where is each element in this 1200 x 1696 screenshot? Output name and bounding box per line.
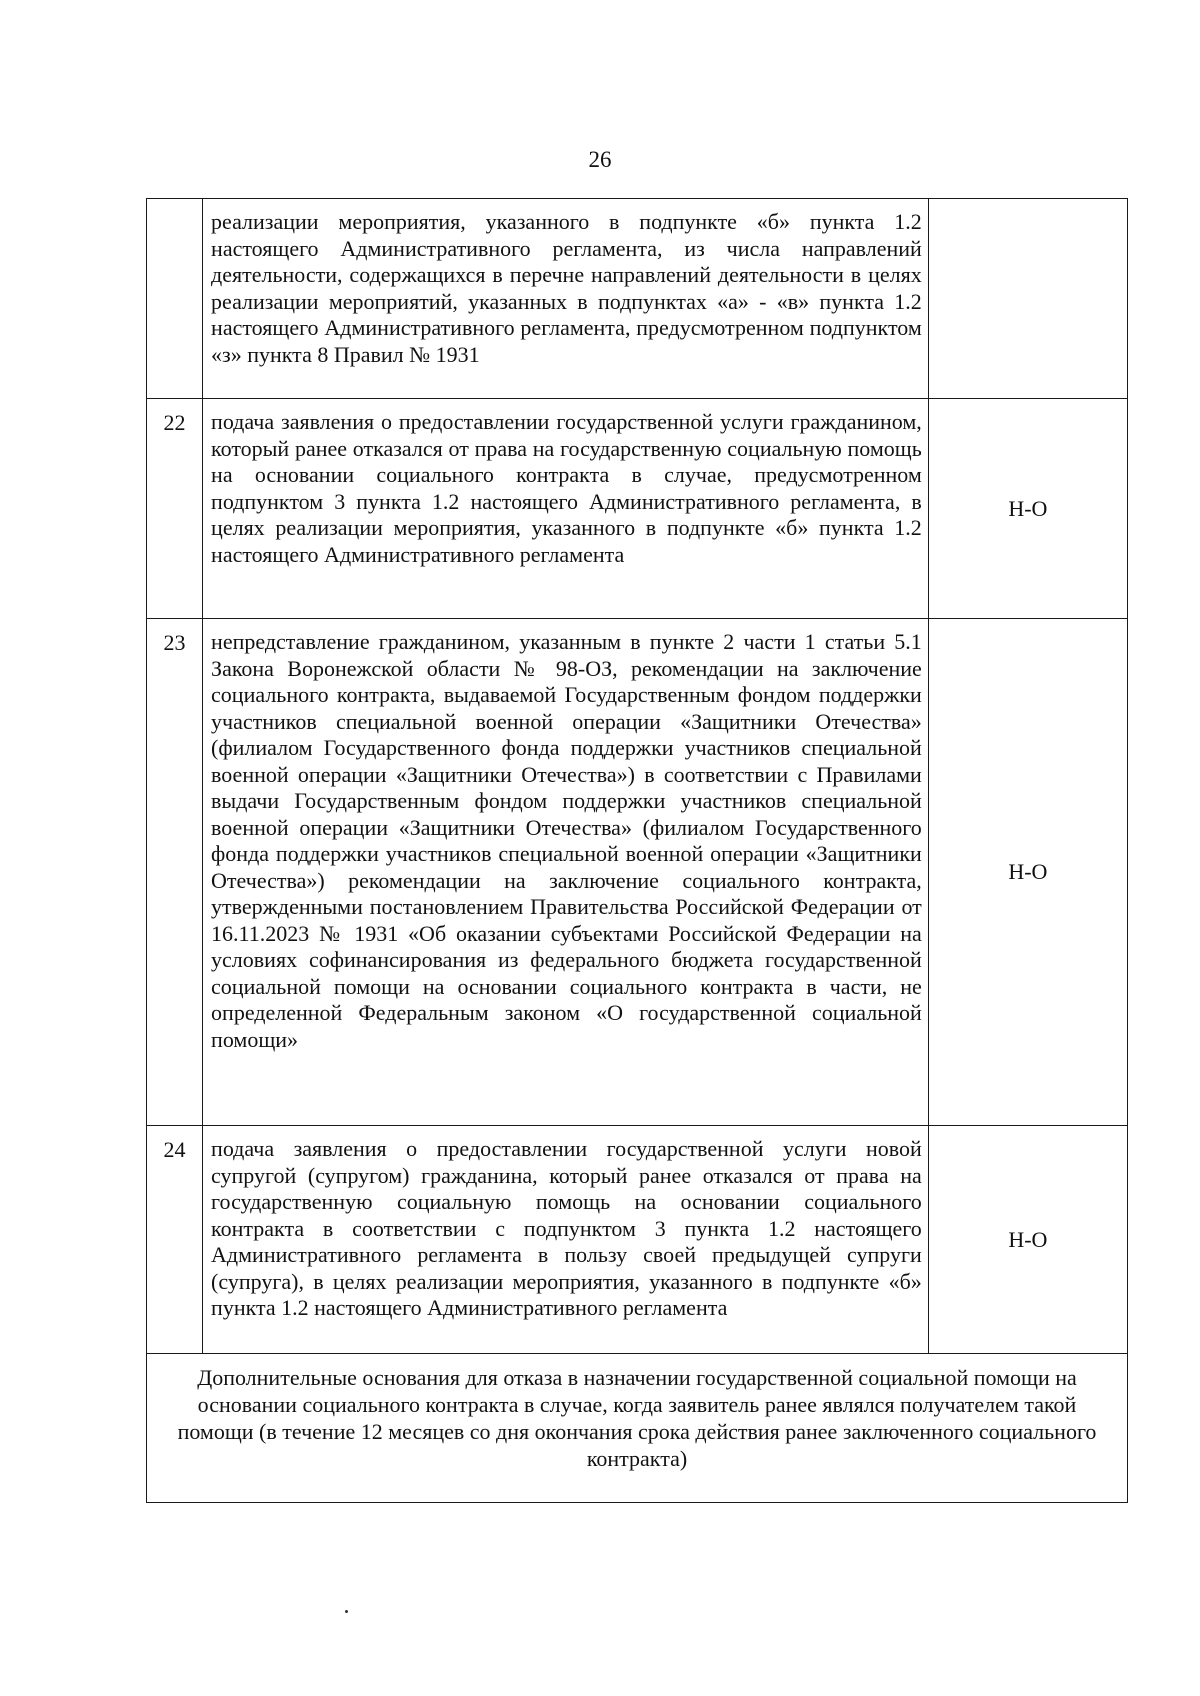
page-number: 26: [588, 147, 612, 172]
row-number: 24: [147, 1126, 203, 1354]
row-code: [928, 199, 1127, 399]
row-text: подача заявления о предоставлении государственной услуги гражданином, который ранее отказался от права на государственную социальную помощь на основании социального контракта в случае, предусмотренном подпунктом 3 пункта 1.2 настоящего Административного регламента, в целях реализации мероприятия, указанного в подпункте «б» пункта 1.2 настоящего Административного регламента: [203, 399, 929, 619]
row-number: 23: [147, 619, 203, 1126]
footer-heading: Дополнительные основания для отказа в назначении государственной социальной помощи на основании социального контракта в случае, когда заявитель ранее являлся получателем такой помощи (в течение 12 месяцев со дня окончания срока действия ранее заключенного социального контракта): [147, 1354, 1128, 1503]
table-row: [147, 199, 1128, 399]
grounds-table: [146, 198, 1128, 1503]
row-text: непредставление гражданином, указанным в пункте 2 части 1 статьи 5.1 Закона Воронежской области № 98-ОЗ, рекомендации на заключение социального контракта, выдаваемой Государственным фондом поддержки участников специальной военной операции «Защитники Отечества» (филиалом Государственного фонда поддержки участников специальной военной операции «Защитники Отечества») в соответствии с Правилами выдачи Государственным фондом поддержки участников специальной военной операции «Защитники Отечества» (филиалом Государственного фонда поддержки участников специальной военной операции «Защитники Отечества») рекомендации на заключение социального контракта, утвержденными постановлением Правительства Российской Федерации от 16.11.2023 № 1931 «Об оказании субъектами Российской Федерации на условиях софинансирования из федерального бюджета государственной социальной помощи на основании социального контракта в части, не определенной Федеральным законом «О государственной социальной помощи»: [203, 619, 929, 1126]
table-footer-row: [147, 1354, 1128, 1503]
table-row: [147, 619, 1128, 1126]
row-text: подача заявления о предоставлении государственной услуги новой супругой (супругом) гражданина, который ранее отказался от права на государственную социальную помощь на основании социального контракта в соответствии с подпунктом 3 пункта 1.2 настоящего Административного регламента в пользу своей предыдущей супруги (супруга), в целях реализации мероприятия, указанного в подпункте «б» пункта 1.2 настоящего Административного регламента: [203, 1126, 929, 1354]
row-number: [147, 199, 203, 399]
table-row: [147, 1126, 1128, 1354]
row-number: 22: [147, 399, 203, 619]
row-code: Н-О: [928, 619, 1127, 1126]
scan-speck: [345, 1610, 348, 1613]
row-text: реализации мероприятия, указанного в подпункте «б» пункта 1.2 настоящего Административного регламента, из числа направлений деятельности, содержащихся в перечне направлений деятельности в целях реализации мероприятий, указанных в подпунктах «а» - «в» пункта 1.2 настоящего Административного регламента, предусмотренном подпунктом «з» пункта 8 Правил № 1931: [203, 199, 929, 399]
row-code: Н-О: [928, 399, 1127, 619]
row-code: Н-О: [928, 1126, 1127, 1354]
table-row: [147, 399, 1128, 619]
